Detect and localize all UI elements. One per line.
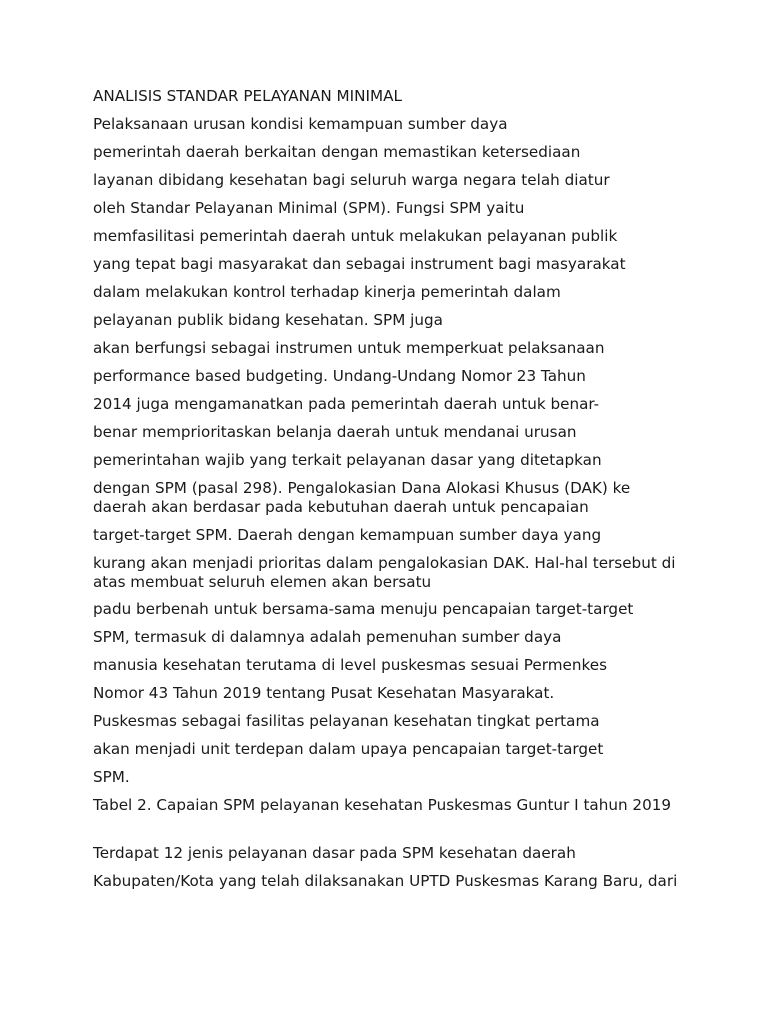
text-line: memfasilitasi pemerintah daerah untuk melakukan pelayanan publik [93, 227, 618, 245]
text-line: layanan dibidang kesehatan bagi seluruh warga negara telah diatur [93, 171, 610, 189]
text-line: dalam melakukan kontrol terhadap kinerja pemerintah dalam [93, 283, 561, 301]
text-line: SPM. [93, 768, 130, 786]
text-line: dengan SPM (pasal 298). Pengalokasian Dana Alokasi Khusus (DAK) ke daerah akan berdasar pada kebutuhan daerah untuk pencapaian [93, 479, 631, 516]
text-line: yang tepat bagi masyarakat dan sebagai instrument bagi masyarakat [93, 255, 626, 273]
text-line: Kabupaten/Kota yang telah dilaksanakan UPTD Puskesmas Karang Baru, dari [93, 872, 678, 890]
document-title: ANALISIS STANDAR PELAYANAN MINIMAL [93, 87, 402, 105]
text-line: oleh Standar Pelayanan Minimal (SPM). Fungsi SPM yaitu [93, 199, 525, 217]
text-line: Pelaksanaan urusan kondisi kemampuan sumber daya [93, 115, 508, 133]
text-line: akan menjadi unit terdepan dalam upaya pencapaian target-target [93, 740, 604, 758]
text-line: pelayanan publik bidang kesehatan. SPM juga [93, 311, 443, 329]
text-line: kurang akan menjadi prioritas dalam pengalokasian DAK. Hal-hal tersebut di atas membuat seluruh elemen akan bersatu [93, 554, 676, 591]
text-line: performance based budgeting. Undang-Undang Nomor 23 Tahun [93, 367, 586, 385]
text-line: manusia kesehatan terutama di level puskesmas sesuai Permenkes [93, 656, 607, 674]
text-line: target-target SPM. Daerah dengan kemampuan sumber daya yang [93, 526, 602, 544]
table-caption: Tabel 2. Capaian SPM pelayanan kesehatan Puskesmas Guntur I tahun 2019 [93, 796, 672, 814]
text-line: SPM, termasuk di dalamnya adalah pemenuhan sumber daya [93, 628, 562, 646]
text-line: 2014 juga mengamanatkan pada pemerintah daerah untuk benar- [93, 395, 600, 413]
text-line: pemerintahan wajib yang terkait pelayanan dasar yang ditetapkan [93, 451, 602, 469]
text-line: padu berbenah untuk bersama-sama menuju pencapaian target-target [93, 600, 634, 618]
text-line: akan berfungsi sebagai instrumen untuk memperkuat pelaksanaan [93, 339, 605, 357]
text-line: pemerintah daerah berkaitan dengan memastikan ketersediaan [93, 143, 581, 161]
text-line: Terdapat 12 jenis pelayanan dasar pada SPM kesehatan daerah [93, 844, 576, 862]
text-line: benar memprioritaskan belanja daerah untuk mendanai urusan [93, 423, 577, 441]
text-line: Puskesmas sebagai fasilitas pelayanan kesehatan tingkat pertama [93, 712, 600, 730]
text-line: Nomor 43 Tahun 2019 tentang Pusat Kesehatan Masyarakat. [93, 684, 555, 702]
